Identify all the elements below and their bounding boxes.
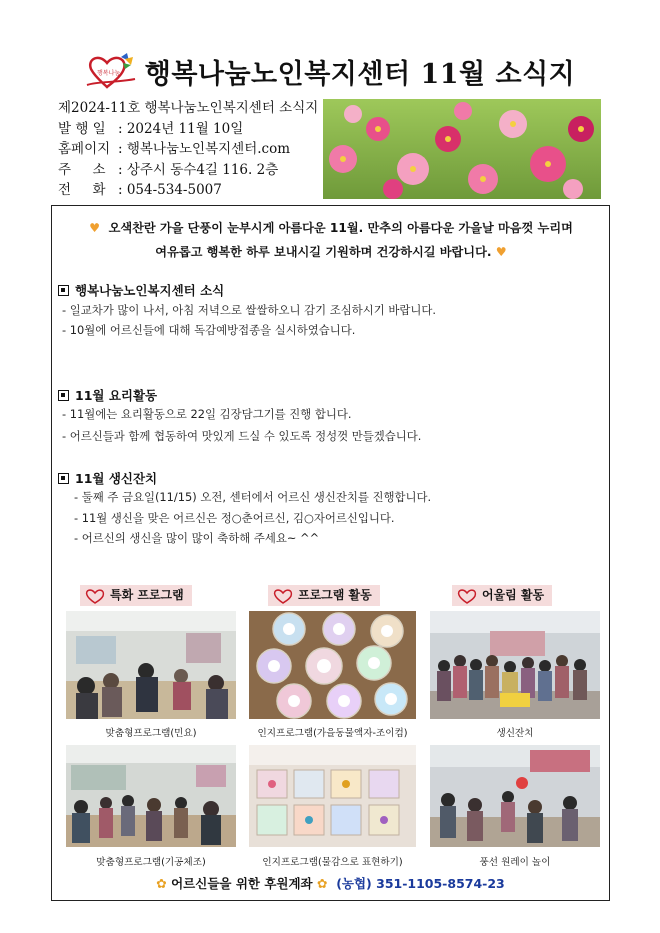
- address: 주 소 : 상주시 동수4길 116. 2층: [58, 161, 279, 178]
- section-line: - 10월에 어르신들에 대해 독감예방접종을 실시하였습니다.: [62, 323, 356, 337]
- photo-paint-expression: [249, 745, 416, 847]
- photo-caption: 맞춤형프로그램(기공체조): [96, 857, 206, 868]
- photo-caption: 인지프로그램(물감으로 표현하기): [262, 857, 403, 868]
- publish-date: 발 행 일 : 2024년 11월 10일: [58, 120, 244, 137]
- center-logo: [85, 51, 143, 91]
- homepage: 홈페이지 : 행복나눔노인복지센터.com: [58, 141, 291, 157]
- logo-text: 행복나눔: [96, 70, 120, 77]
- newsletter-title: 행복나눔노인복지센터 11월 소식지: [144, 58, 576, 90]
- photo-autumn-animal-frame: [249, 611, 416, 719]
- photo-birthday-party: [430, 611, 600, 719]
- heart-icon: ♥: [495, 245, 507, 259]
- program-label-activity: 프로그램 활동: [268, 585, 380, 606]
- checkbox-icon: [58, 473, 69, 484]
- flower-icon: ✿: [316, 876, 328, 891]
- heart-logo-icon: [84, 587, 108, 604]
- photo-qigong-program: [66, 745, 236, 847]
- issue-number: 제2024-11호 행복나눔노인복지센터 소식지: [58, 100, 319, 116]
- section-line: - 11월에는 요리활동으로 22일 김장담그기를 진행 합니다.: [62, 407, 352, 421]
- section-line: - 일교차가 많이 나서, 아침 저녁으로 쌀쌀하오니 감기 조심하시기 바랍니다.: [62, 303, 437, 317]
- program-label-harmony: 어울림 활동: [452, 585, 552, 606]
- section-line: - 어르신들과 함께 협동하여 맛있게 드실 수 있도록 정성껏 만들겠습니다.: [62, 429, 422, 443]
- photo-caption: 생신잔치: [496, 728, 534, 739]
- account-number: (농협) 351-1105-8574-23: [336, 876, 505, 891]
- intro-greeting: ♥ 오색찬란 가을 단풍이 눈부시게 아름다운 11월. 만추의 아름다운 가을날 마음껏 누리며 여유롭고 행복한 하루 보내시길 기원하며 건강하시길 바랍니다. ♥: [89, 221, 573, 259]
- program-label-special: 특화 프로그램: [80, 585, 192, 606]
- section-line: - 어르신의 생신을 많이 많이 축하해 주세요~ ^^: [74, 531, 320, 545]
- section-title-cooking: 11월 요리활동: [58, 386, 157, 404]
- phone: 전 화 : 054-534-5007: [58, 182, 222, 198]
- heart-icon: ♥: [89, 221, 101, 235]
- photo-balloon-relay: [430, 745, 600, 847]
- photo-caption: 인지프로그램(가을동물액자-조이컴): [257, 728, 408, 739]
- checkbox-icon: [58, 390, 69, 401]
- section-line: - 둘째 주 금요일(11/15) 오전, 센터에서 어르신 생신잔치를 진행합니다.: [74, 490, 432, 504]
- flower-icon: ✿: [156, 876, 167, 891]
- section-title-center-news: 행복나눔노인복지센터 소식: [58, 281, 224, 299]
- photo-folk-song-program: [66, 611, 236, 719]
- checkbox-icon: [58, 285, 69, 296]
- photo-caption: 풍선 원레이 놀이: [479, 857, 551, 868]
- photo-caption: 맞춤형프로그램(민요): [105, 728, 197, 739]
- donation-account: ✿ 어르신들을 위한 후원계좌 ✿ (농협) 351-1105-8574-23: [156, 876, 505, 891]
- publication-info: [58, 98, 318, 201]
- section-line: - 11월 생신을 맞은 어르신은 정○춘어르신, 김○자어르신입니다.: [74, 511, 395, 525]
- section-title-birthday: 11월 생신잔치: [58, 469, 157, 487]
- cosmos-flower-image: [323, 99, 601, 199]
- heart-logo-icon: [272, 587, 296, 604]
- newsletter-header: [0, 48, 660, 94]
- heart-logo-icon: [456, 587, 480, 604]
